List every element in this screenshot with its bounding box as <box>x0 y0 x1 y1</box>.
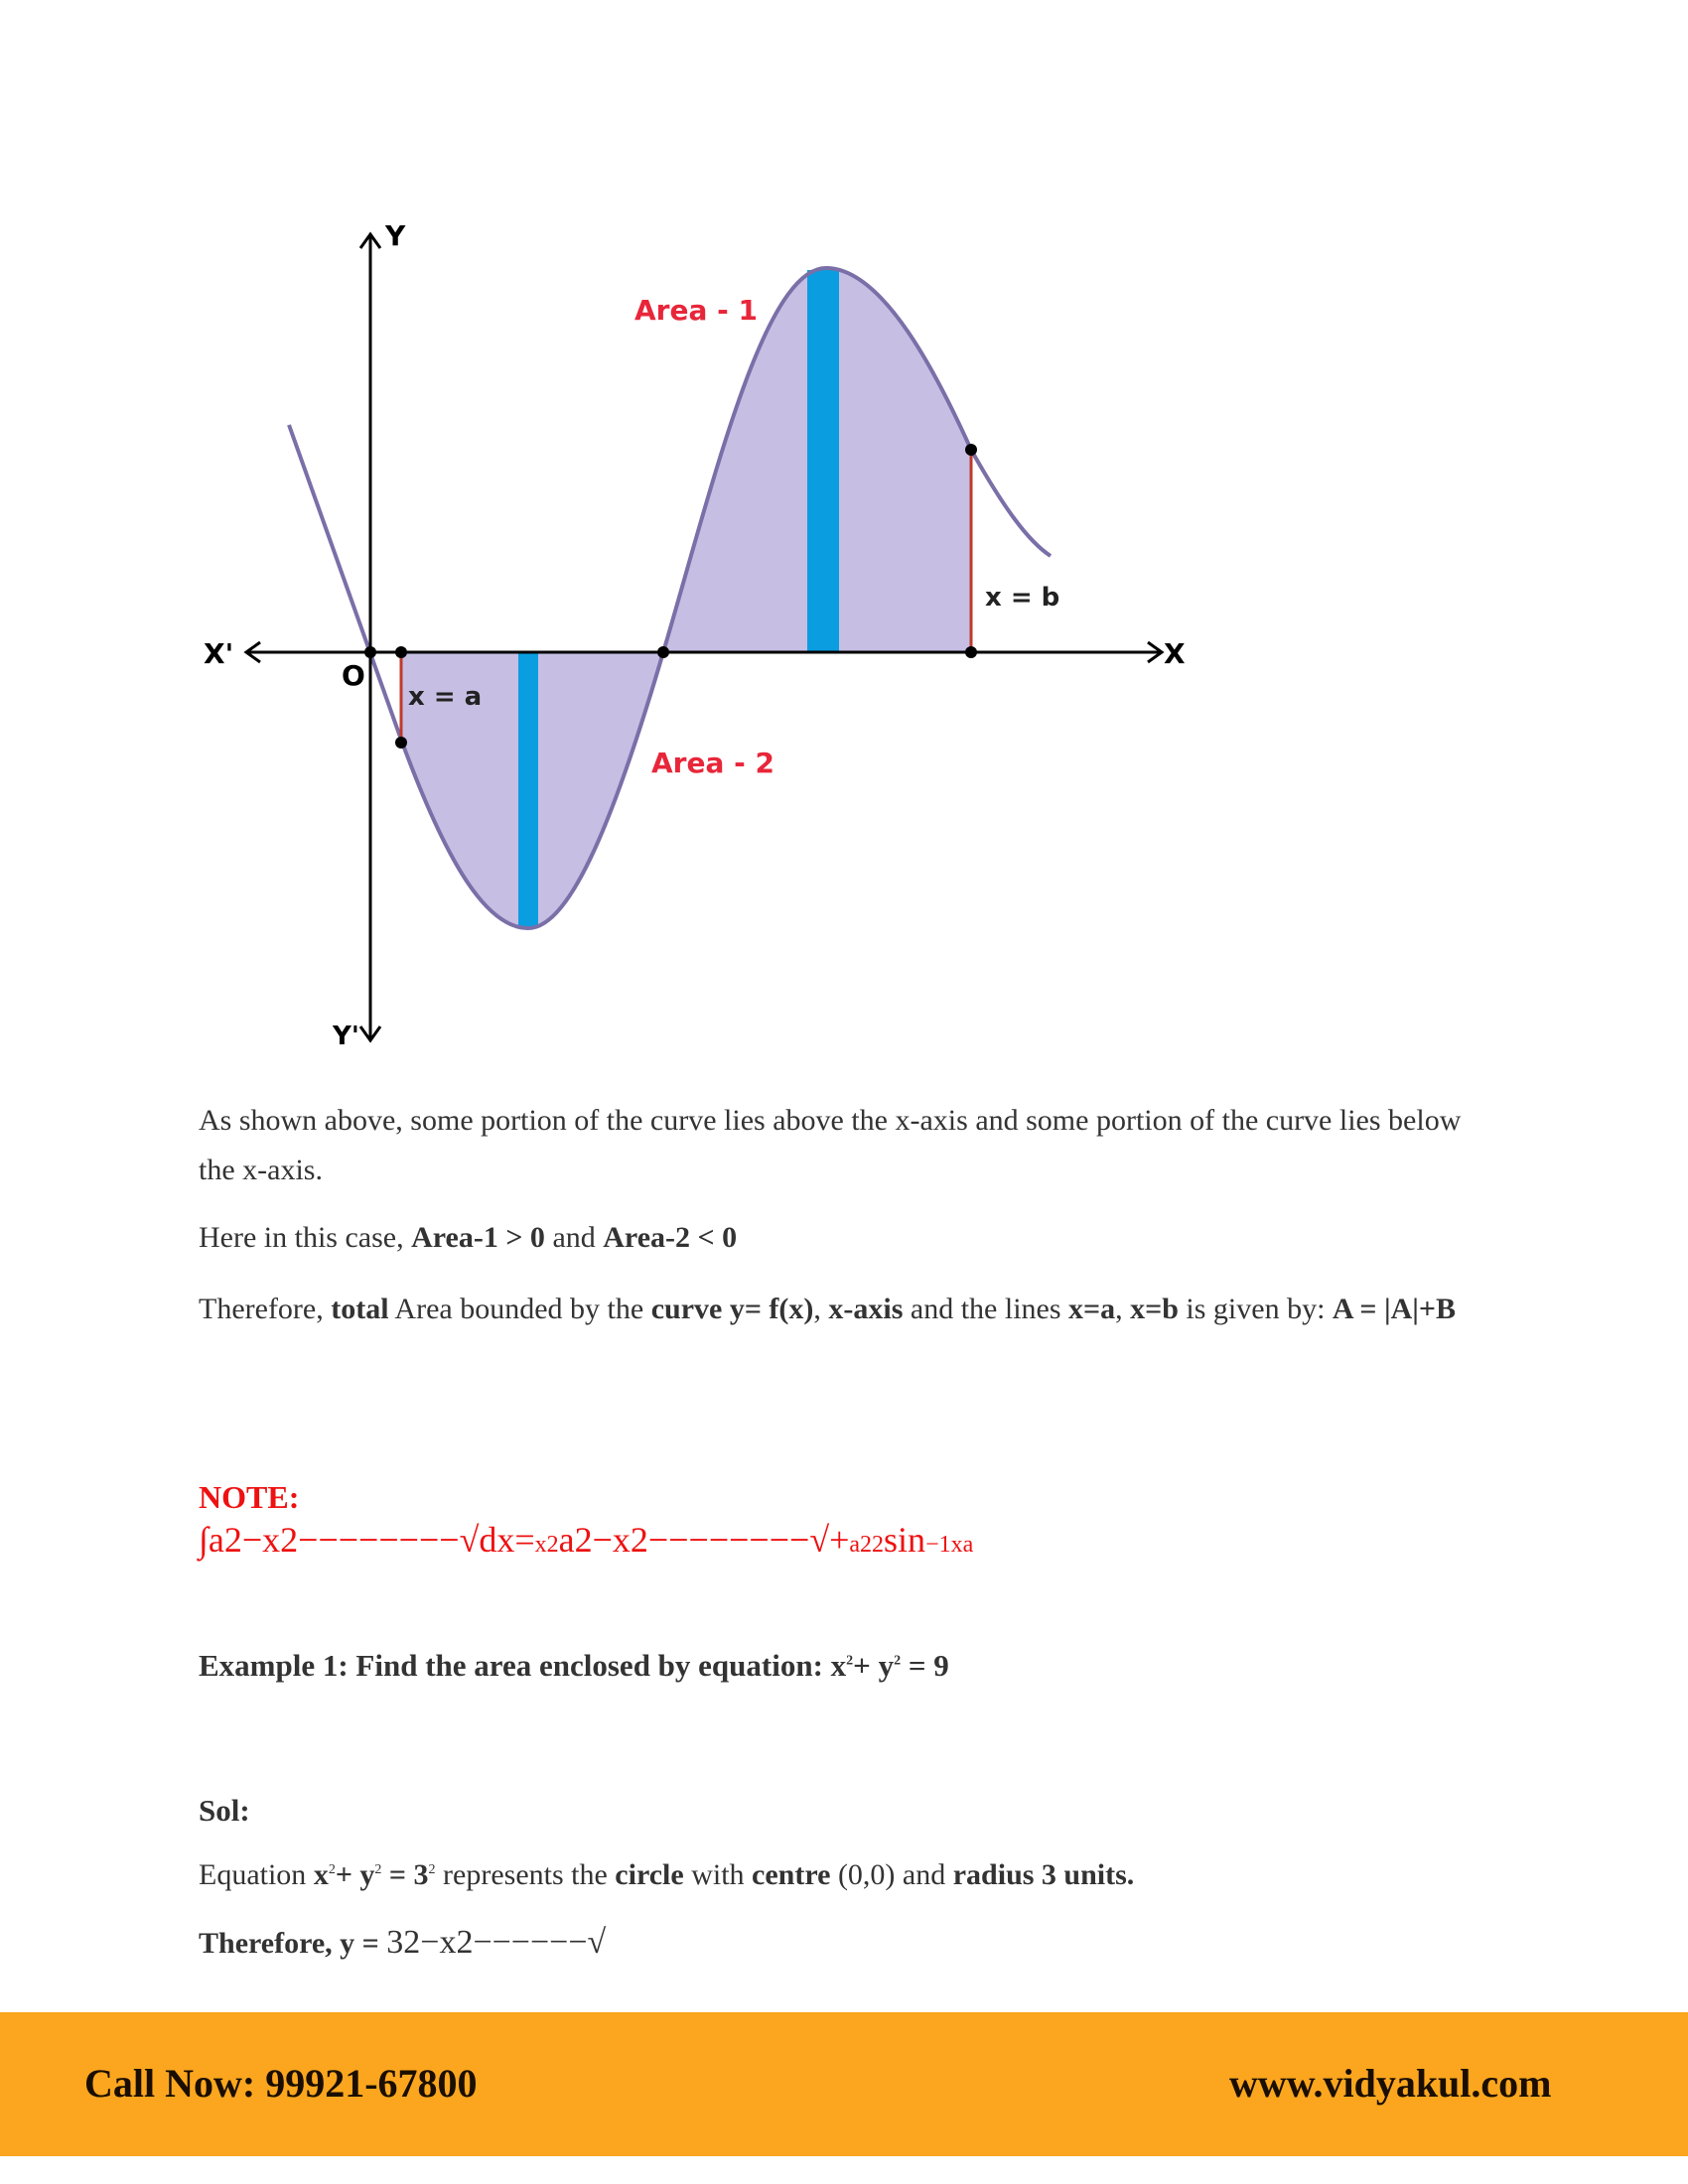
point-b-axis <box>965 646 977 658</box>
eq-y: + y <box>335 1858 375 1891</box>
area-2-strip <box>518 652 538 926</box>
bound-label-b: x = b <box>985 583 1060 613</box>
solution-equation-line <box>199 1858 1134 1892</box>
origin-label: O <box>342 659 365 692</box>
eq-radius: radius 3 units. <box>952 1858 1135 1891</box>
example-heading <box>199 1648 949 1684</box>
p3-t2: Area bounded by the <box>388 1293 651 1325</box>
paragraph-total-area <box>199 1285 1489 1334</box>
eq-x: x <box>313 1858 329 1891</box>
area-2-label: Area - 2 <box>651 747 774 779</box>
example-end: = 9 <box>901 1648 949 1683</box>
eq-pre: Equation <box>199 1858 314 1891</box>
p3-b4: x=a <box>1068 1293 1116 1325</box>
note-title: NOTE: <box>199 1479 300 1515</box>
p3-t3: , <box>813 1293 829 1325</box>
eq-sup2: 2 <box>374 1862 382 1877</box>
paragraph-areas <box>199 1213 1489 1263</box>
solution-label: Sol: <box>199 1793 250 1828</box>
p3-b2: curve y= f(x) <box>650 1293 814 1325</box>
origin-point <box>364 646 376 658</box>
x-axis-label: X <box>1164 637 1186 670</box>
note-f1: ∫a2−x2−−−−−−−−√dx= <box>199 1520 535 1560</box>
bound-label-a: x = a <box>408 682 483 712</box>
eq-mid1: represents the <box>435 1858 616 1891</box>
p3-t4: and the lines <box>903 1293 1069 1325</box>
p3-t6: is given by: <box>1178 1293 1333 1325</box>
eq-sup3: 2 <box>428 1862 436 1877</box>
point-b-curve <box>965 444 977 456</box>
therefore-label: Therefore, y = <box>199 1927 387 1960</box>
y-neg-axis-label: Y' <box>333 1022 359 1051</box>
p2-text: Here in this case, <box>199 1221 412 1254</box>
eq-sup1: 2 <box>328 1862 336 1877</box>
eq-mid2: with <box>683 1858 753 1891</box>
area-1-strip <box>807 270 839 652</box>
p2-area2: Area-2 < 0 <box>603 1221 738 1254</box>
root-point <box>657 646 669 658</box>
p3-t5: , <box>1115 1293 1131 1325</box>
example-mid: + y <box>853 1648 895 1683</box>
p3-t1: Therefore, <box>199 1293 332 1325</box>
p2-and: and <box>544 1221 604 1254</box>
eq-circle: circle <box>615 1858 684 1891</box>
therefore-formula: 32−x2−−−−−−√ <box>386 1924 607 1961</box>
p3-b3: x-axis <box>828 1293 904 1325</box>
note-f4: a22 <box>849 1532 885 1558</box>
example-title: Example 1: Find the area enclosed by equation: x <box>199 1648 847 1683</box>
y-axis-label: Y <box>385 219 406 252</box>
example-sup1: 2 <box>846 1653 854 1669</box>
solution-therefore-line <box>199 1924 606 1962</box>
point-a-curve <box>395 737 407 749</box>
p3-formula: A = |A|+B <box>1332 1293 1457 1325</box>
p2-area1: Area-1 > 0 <box>411 1221 545 1254</box>
note-f6: −1xa <box>925 1532 974 1558</box>
note-f5: sin <box>884 1520 926 1560</box>
eq-mid3: (0,0) and <box>830 1858 953 1891</box>
point-a-axis <box>395 646 407 658</box>
area-1-label: Area - 1 <box>634 294 758 327</box>
x-neg-axis-label: X' <box>204 637 234 670</box>
eq-centre: centre <box>752 1858 831 1891</box>
note-formula <box>199 1519 973 1561</box>
note-f3: a2−x2−−−−−−−−√+ <box>558 1520 850 1560</box>
paragraph-intro: As shown above, some portion of the curve lies above the x-axis and some portion of the curve lies below the x-axis. <box>199 1104 1462 1186</box>
p3-b1: total <box>331 1293 389 1325</box>
footer-banner <box>0 2012 1688 2156</box>
note-f2: x2 <box>534 1532 559 1558</box>
call-now-text[interactable]: Call Now: 99921-67800 <box>84 2061 478 2106</box>
eq-3: = 3 <box>381 1858 429 1891</box>
website-link[interactable]: www.vidyakul.com <box>1229 2061 1552 2106</box>
p3-b5: x=b <box>1130 1293 1179 1325</box>
example-sup2: 2 <box>894 1653 902 1669</box>
